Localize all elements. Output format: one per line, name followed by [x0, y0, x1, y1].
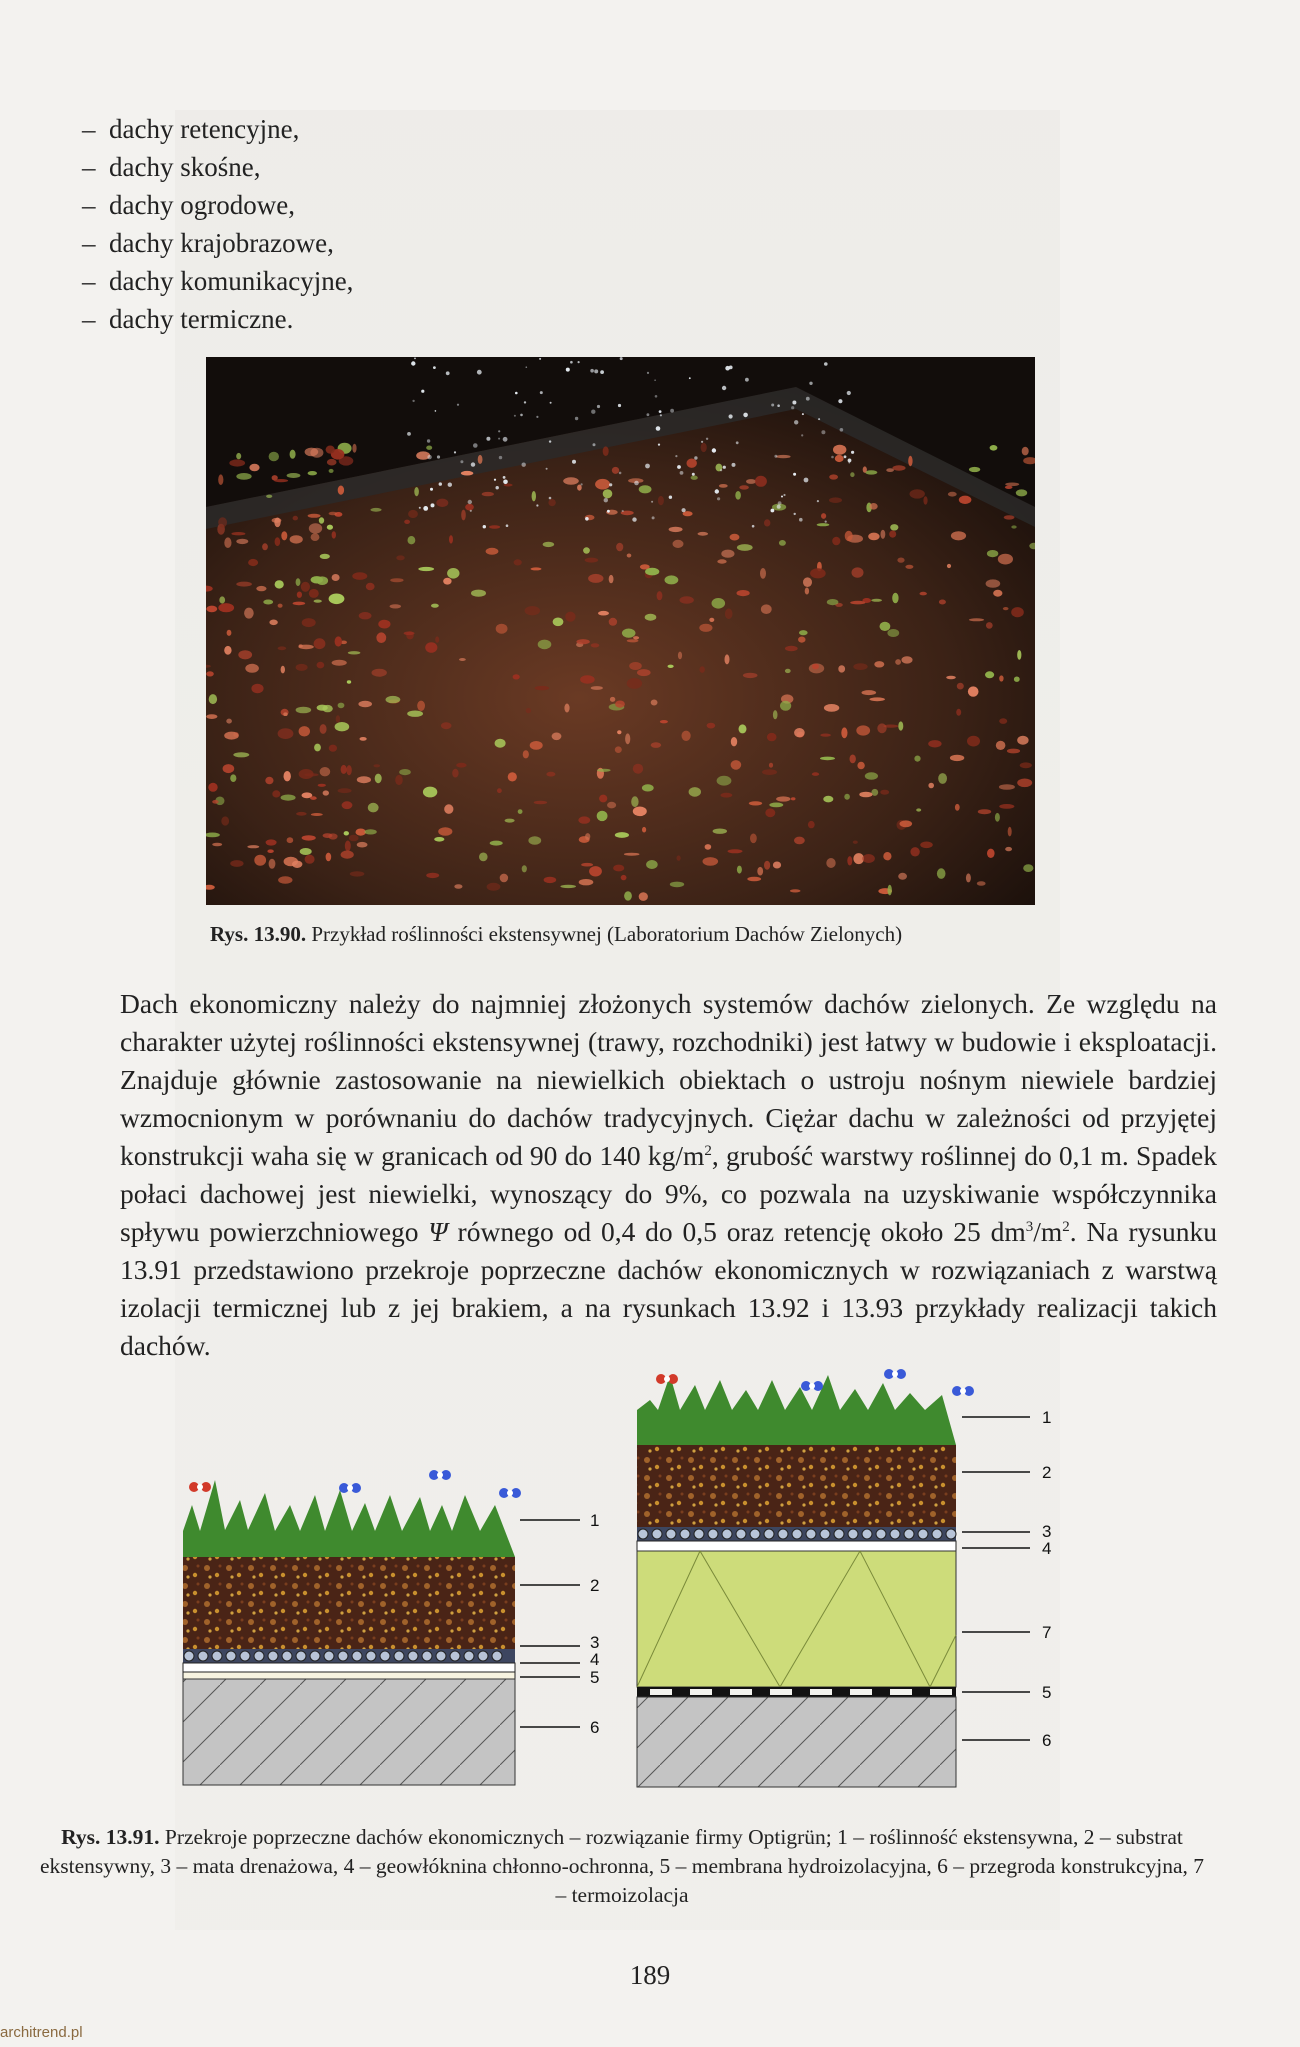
label-right-5: 5	[1042, 1683, 1052, 1702]
label-left-2: 2	[590, 1576, 600, 1595]
sedum-photo	[206, 357, 1035, 905]
list-item: – dachy retencyjne,	[82, 114, 300, 144]
section-without-insulation	[183, 1470, 599, 1785]
structure-right	[637, 1697, 956, 1787]
flowers-left	[189, 1470, 521, 1498]
substrate-layer-left	[183, 1557, 515, 1649]
thermal-insulation-right	[637, 1551, 956, 1687]
page-number: 189	[629, 1960, 671, 1990]
bullet-list	[82, 110, 353, 338]
leaders-right	[962, 1417, 1030, 1740]
figure-13-90-caption: Rys. 13.90. Przykład roślinności ekstensywnej (Laboratorium Dachów Zielonych)	[210, 922, 903, 946]
drainage-cups-right	[638, 1529, 956, 1539]
label-right-6: 6	[1042, 1731, 1052, 1750]
flowers-right	[656, 1369, 974, 1396]
leaders-left	[520, 1520, 580, 1727]
membrane-left	[183, 1672, 515, 1679]
label-left-5: 5	[590, 1668, 600, 1687]
geotextile-right	[637, 1541, 956, 1551]
geotextile-left	[183, 1663, 515, 1672]
label-right-7: 7	[1042, 1623, 1052, 1642]
list-item: – dachy skośne,	[82, 152, 261, 182]
roof-cross-sections-diagram	[180, 1365, 1080, 1815]
label-right-3: 3	[1042, 1522, 1052, 1541]
list-item: – dachy termiczne.	[82, 304, 294, 334]
vegetation-layer-right	[637, 1375, 956, 1445]
label-left-3: 3	[590, 1633, 600, 1652]
label-right-2: 2	[1042, 1463, 1052, 1482]
figure-13-91-caption: Rys. 13.91. Przekroje poprzeczne dachów ekonomicznych – rozwiązanie firmy Optigrün; 1 – roślinność ekstensywna, 2 – substrat ekstensywny, 3 – mata drenażowa, 4 – geowłóknina chłonno-ochronna, 5 – membrana hydroizolacyjna, 6 – przegroda konstrukcyjna, 7 – termoizolacja	[39, 1825, 1205, 1907]
list-item: – dachy ogrodowe,	[82, 190, 295, 220]
body-paragraph: Dach ekonomiczny należy do najmniej złożonych systemów dachów zielonych. Ze względu na charakter użytej roślinności ekstensywnej (trawy, rozchodniki) jest łatwy w budowie i eksploatacji. Znajduje głównie zastosowanie na niewielkich obiektach o ustroju nośnym niewiele bardziej wzmocnionym w porównaniu do dachów tradycyjnych. Ciężar dachu w zależności od przyjętej konstrukcji waha się w granicach od 90 do 140 $kg/m^2$, grubość warstwy roślinnej do 0,1 m. Spadek połaci dachowej jest niewielki, wynoszący do 9%, co pozwala na uzyskiwanie współczynnika spływu powierzchniowego Ψ równego od 0,4 do 0,5 oraz retencję około 25 $dm^3/m^2$. Na rysunku 13.91 przedstawiono przekroje poprzeczne dachów ekonomicznych w rozwiązaniach z warstwą izolacji termicznej lub z jej brakiem, a na rysunkach 13.92 i 13.93 przykłady realizacji takich dachów.	[120, 988, 1217, 1361]
vegetation-layer-left	[183, 1480, 515, 1557]
label-left-1: 1	[590, 1511, 600, 1530]
list-item: – dachy krajobrazowe,	[82, 228, 334, 258]
list-item: – dachy komunikacyjne,	[82, 266, 354, 296]
label-left-4: 4	[590, 1650, 600, 1669]
drainage-cups-left	[184, 1651, 502, 1661]
watermark: architrend.pl	[0, 2024, 83, 2041]
label-right-1: 1	[1042, 1408, 1052, 1427]
label-left-6: 6	[590, 1718, 600, 1737]
substrate-layer-right	[637, 1445, 956, 1527]
section-with-insulation	[637, 1369, 1051, 1787]
structure-left	[183, 1679, 515, 1785]
label-right-4: 4	[1042, 1539, 1052, 1558]
